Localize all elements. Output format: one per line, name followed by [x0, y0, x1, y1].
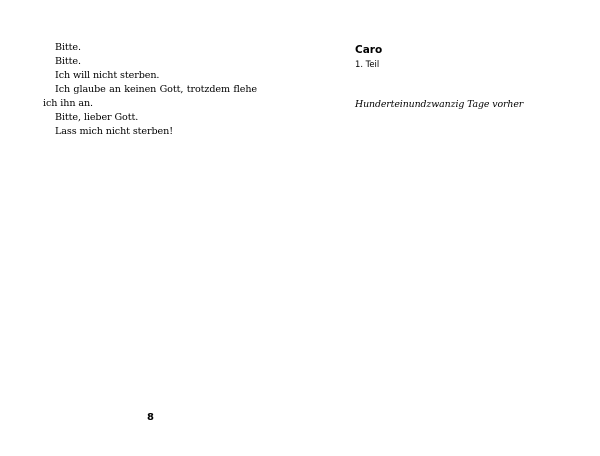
paragraph: Bitte.: [55, 56, 81, 67]
paragraph: Ich glaube an keinen Gott, trotzdem flehe ich ihn an.: [43, 84, 257, 109]
part-label: 1. Teil: [355, 59, 380, 69]
body-text: [43, 41, 257, 139]
section-dateline: Hunderteinundzwanzig Tage vorher: [355, 99, 524, 110]
paragraph: Lass mich nicht sterben!: [55, 126, 173, 137]
chapter-title: Caro: [355, 44, 383, 56]
paragraph: Bitte, lieber Gott.: [55, 112, 139, 123]
right-page: [300, 0, 600, 456]
paragraph: Ich will nicht sterben.: [55, 70, 160, 81]
page-number: 8: [147, 412, 154, 423]
paragraph: Bitte.: [55, 42, 81, 53]
